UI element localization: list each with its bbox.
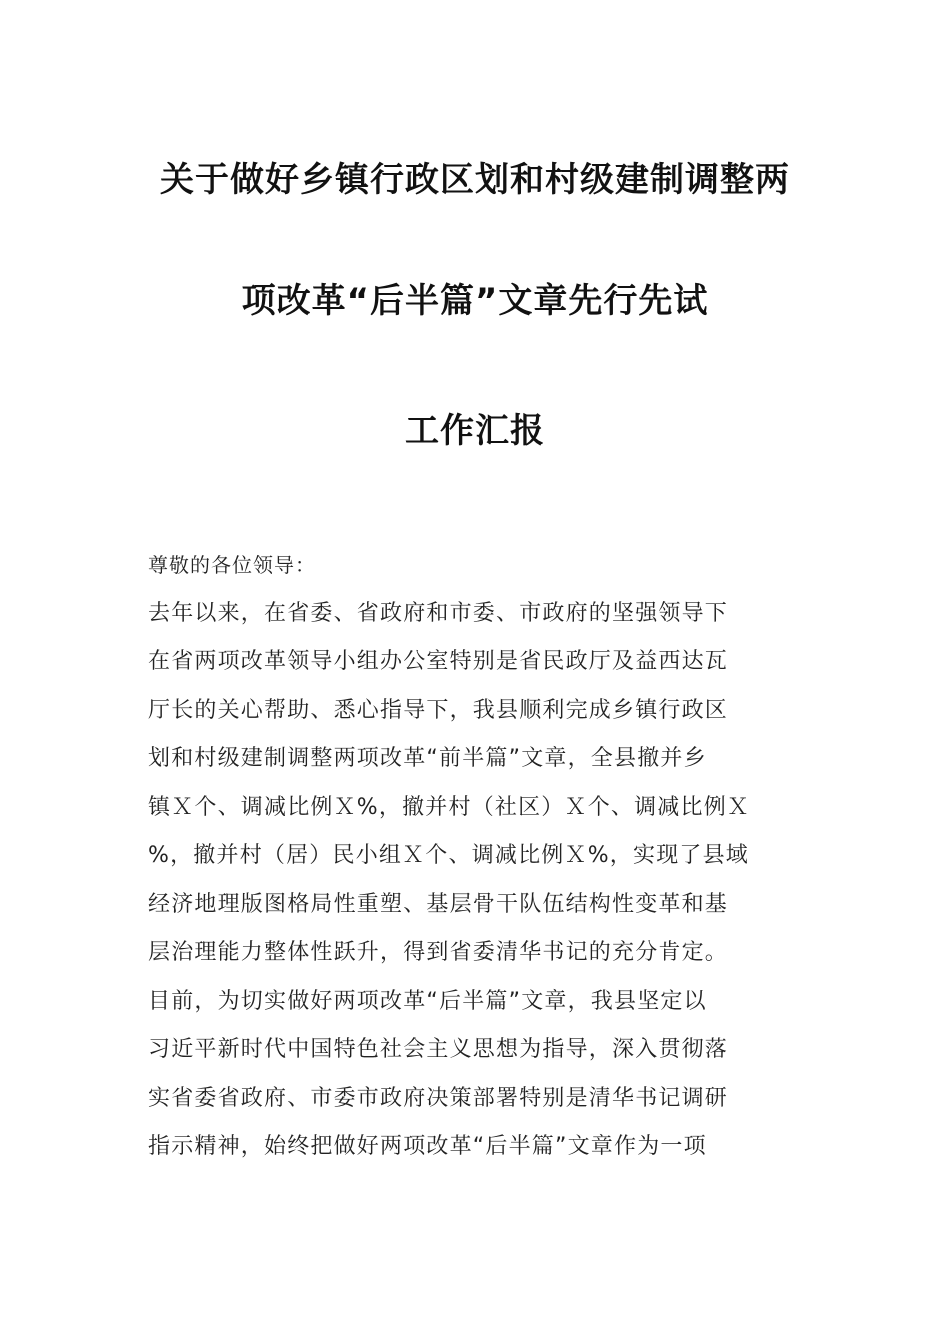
- body-text-line: 指示精神，始终把做好两项改革“后半篇”文章作为一项: [148, 1134, 707, 1159]
- document-title-line-2: 项改革“后半篇”文章先行先试: [241, 281, 709, 321]
- document-body: [148, 545, 808, 1176]
- body-text-line: 镇Ｘ个、调减比例Ｘ%，撤并村（社区）Ｘ个、调减比例Ｘ: [148, 794, 751, 820]
- document-title-line-1: 关于做好乡镇行政区划和村级建制调整两: [160, 160, 790, 200]
- document-title-line-3: 工作汇报: [405, 411, 545, 451]
- body-text-line: 习近平新时代中国特色社会主义思想为指导，深入贯彻落: [148, 1037, 729, 1062]
- body-text-line: 去年以来，在省委、省政府和市委、市政府的坚强领导下: [148, 600, 729, 626]
- salutation: 尊敬的各位领导：: [148, 553, 316, 577]
- body-text-line: 划和村级建制调整两项改革“前半篇”文章，全县撤并乡: [148, 746, 707, 771]
- body-text-line: 在省两项改革领导小组办公室特别是省民政厅及益西达瓦: [148, 649, 729, 674]
- body-text-line: 实省委省政府、市委市政府决策部署特别是清华书记调研: [148, 1085, 729, 1111]
- body-text-line: 厅长的关心帮助、悉心指导下，我县顺利完成乡镇行政区: [148, 697, 729, 723]
- body-text-line: %，撤并村（居）民小组Ｘ个、调减比例Ｘ%，实现了县域: [148, 843, 750, 868]
- body-text-line: 目前，为切实做好两项改革“后半篇”文章，我县坚定以: [148, 988, 707, 1014]
- body-text-line: 经济地理版图格局性重塑、基层骨干队伍结构性变革和基: [148, 891, 729, 917]
- body-text-line: 层治理能力整体性跃升，得到省委清华书记的充分肯定。: [148, 940, 729, 965]
